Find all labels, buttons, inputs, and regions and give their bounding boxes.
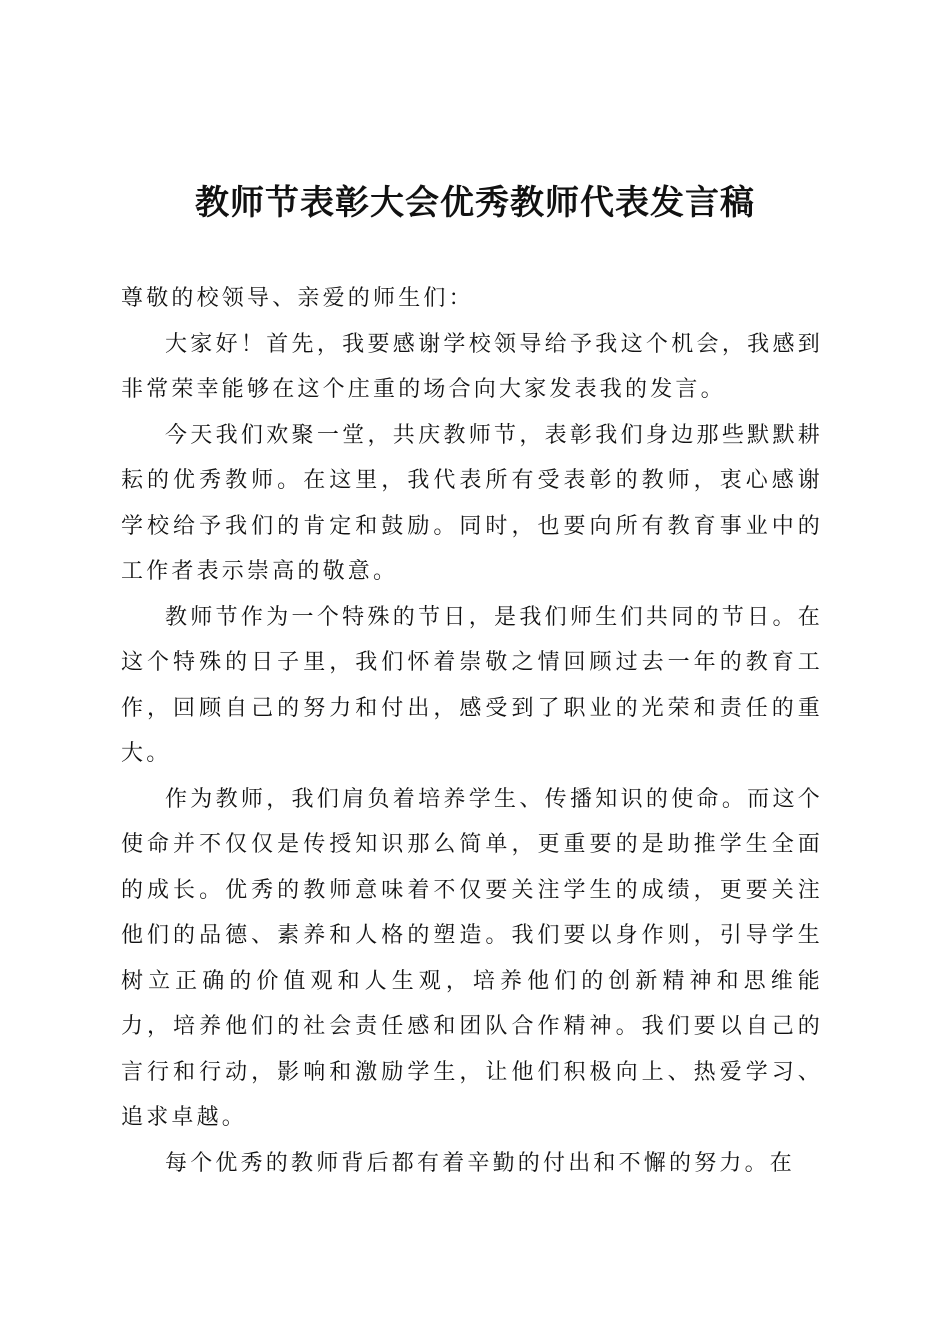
paragraph: 作为教师，我们肩负着培养学生、传播知识的使命。而这个使命并不仅仅是传授知识那么简单，更重要的是助推学生全面的成长。优秀的教师意味着不仅要关注学生的成绩，更要关注他们的品德、素养和人格的塑造。我们要以身作则，引导学生树立正确的价值观和人生观，培养他们的创新精神和思维能力，培养他们的社会责任感和团队合作精神。我们要以自己的言行和行动，影响和激励学生，让他们积极向上、热爱学习、追求卓越。	[121, 786, 823, 1130]
document-body	[121, 276, 823, 1186]
paragraph: 教师节作为一个特殊的节日，是我们师生们共同的节日。在这个特殊的日子里，我们怀着崇敬之情回顾过去一年的教育工作，回顾自己的努力和付出，感受到了职业的光荣和责任的重大。	[121, 604, 823, 766]
document-title: 教师节表彰大会优秀教师代表发言稿	[195, 183, 755, 223]
salutation: 尊敬的校领导、亲爱的师生们：	[121, 286, 474, 311]
paragraph: 今天我们欢聚一堂，共庆教师节，表彰我们身边那些默默耕耘的优秀教师。在这里，我代表所有受表彰的教师，衷心感谢学校给予我们的肯定和鼓励。同时，也要向所有教育事业中的工作者表示崇高的敬意。	[121, 422, 823, 584]
paragraph: 大家好！首先，我要感谢学校领导给予我这个机会，我感到非常荣幸能够在这个庄重的场合向大家发表我的发言。	[121, 331, 823, 402]
paragraph: 每个优秀的教师背后都有着辛勤的付出和不懈的努力。在	[165, 1150, 796, 1176]
